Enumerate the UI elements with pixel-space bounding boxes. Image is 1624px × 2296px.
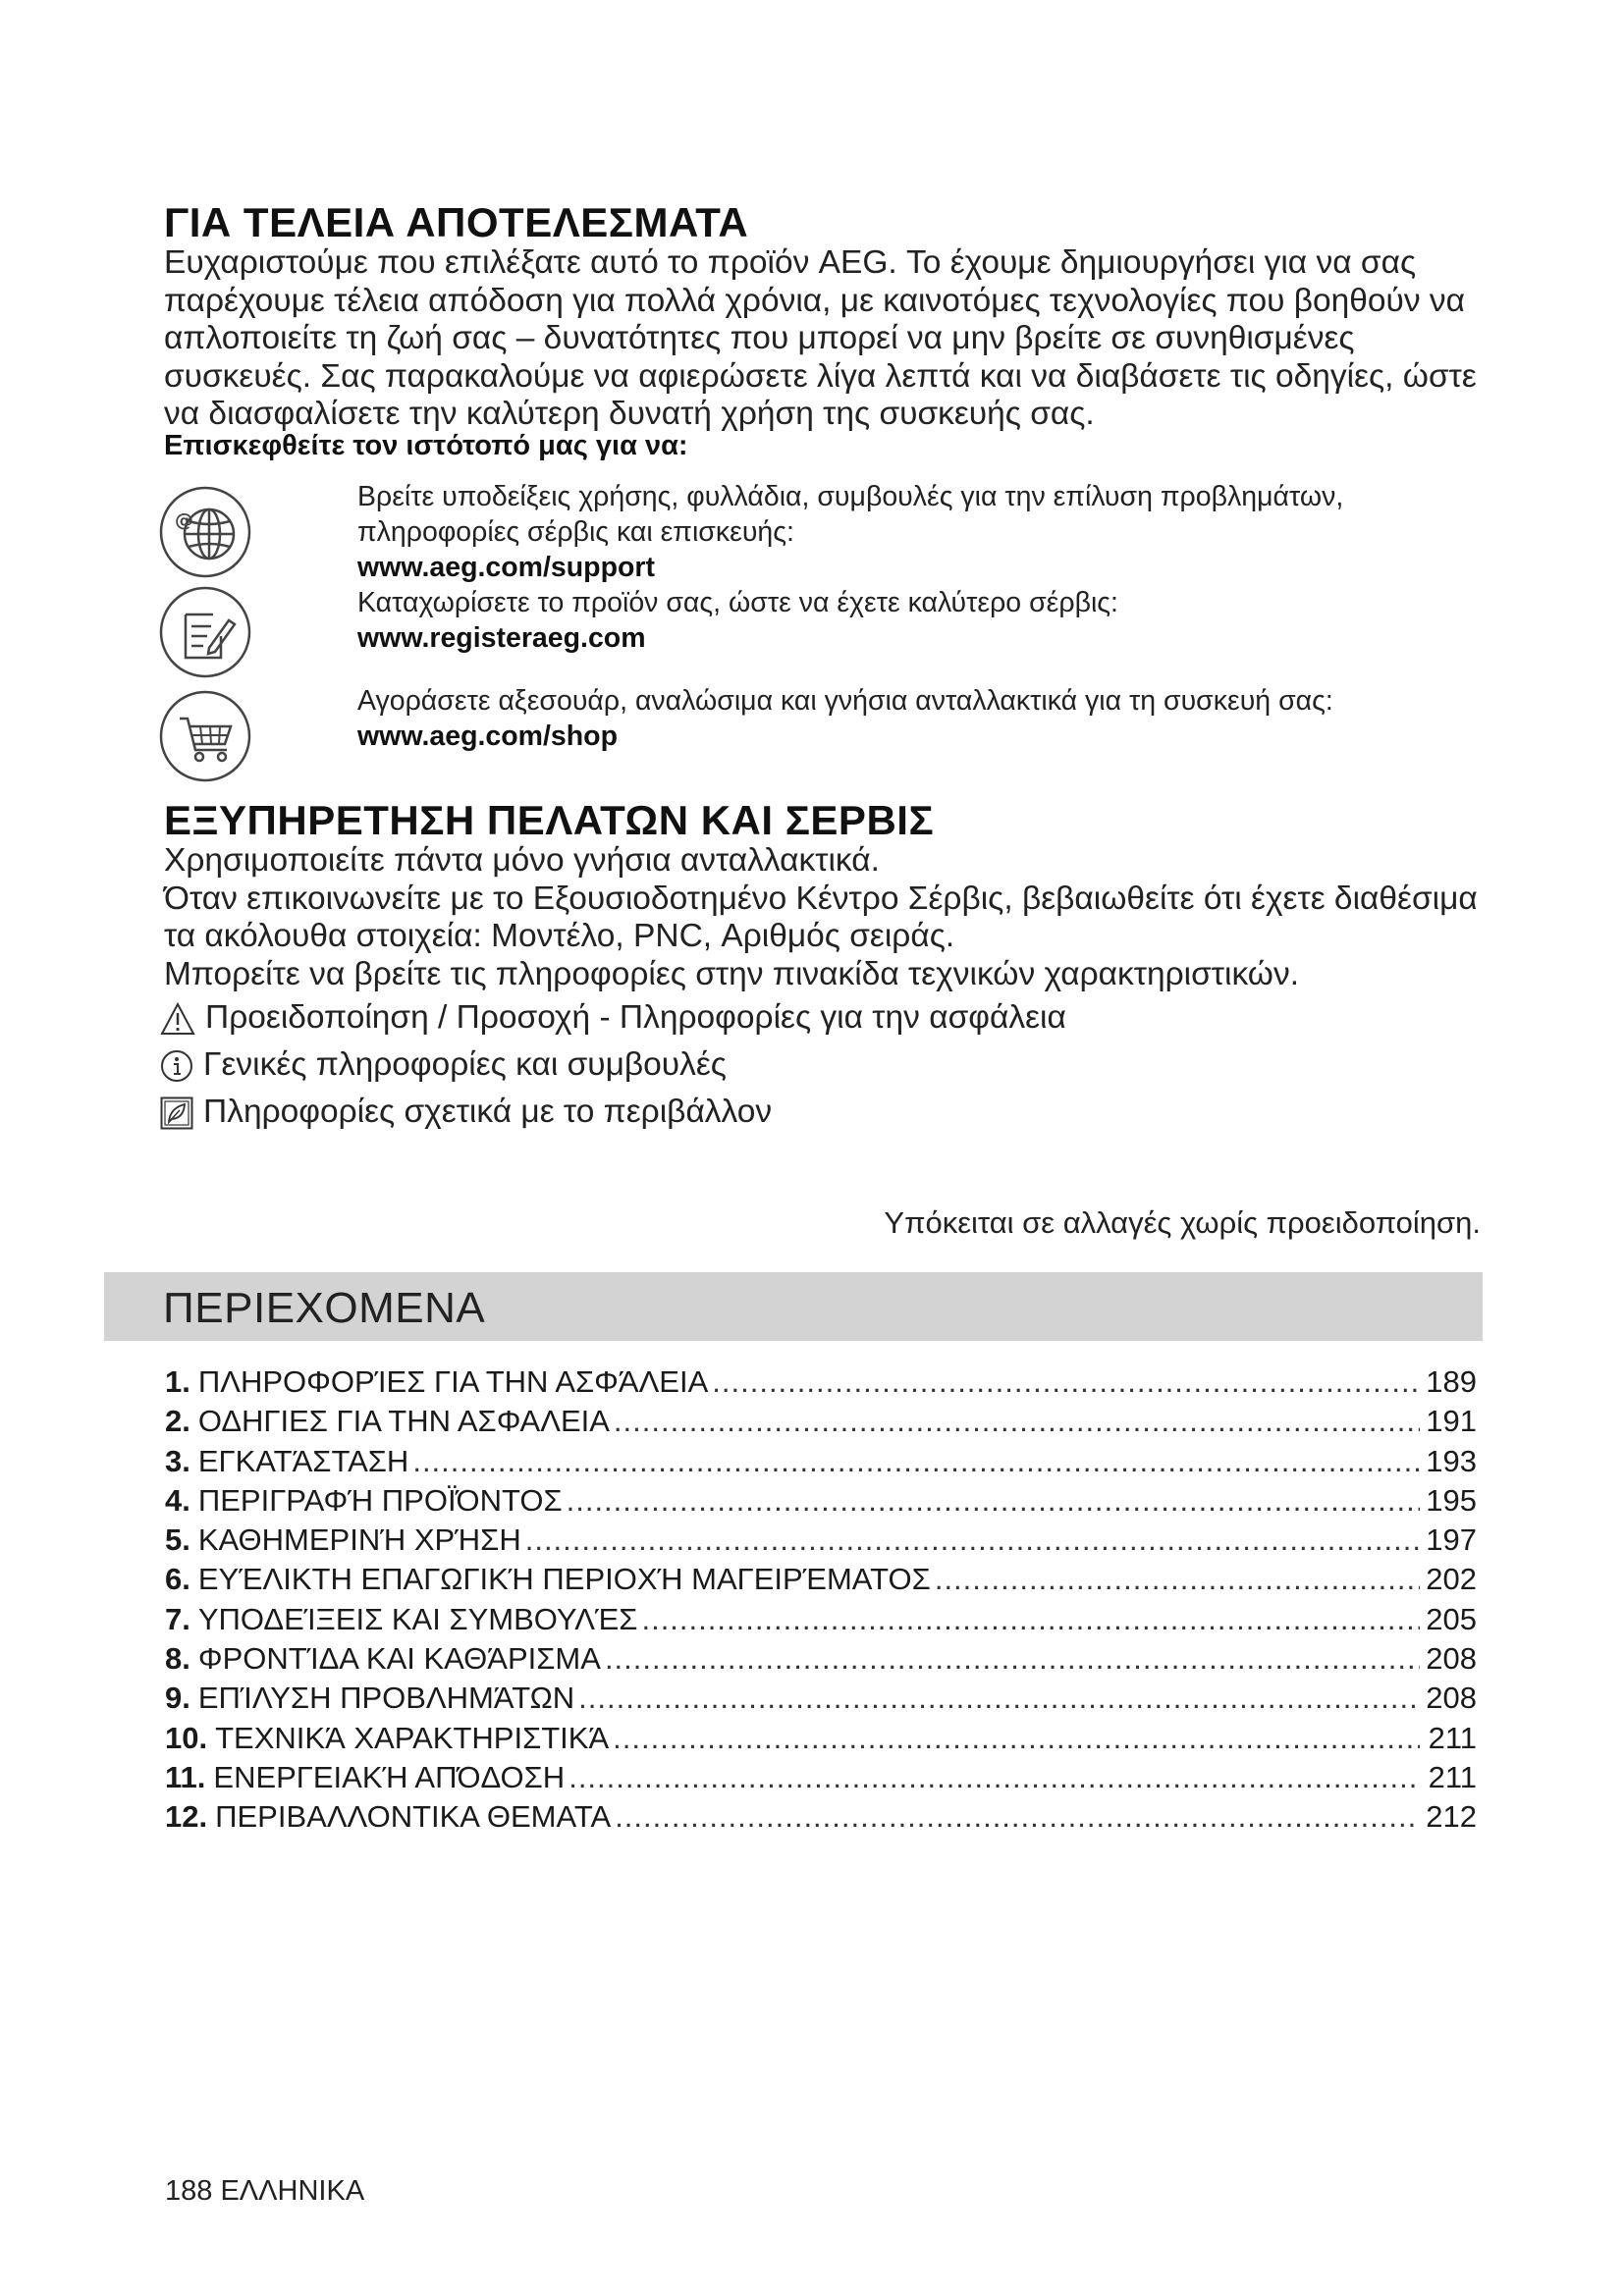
web-row-shop <box>158 683 1533 781</box>
toc-item-label: ΕΝΕΡΓΕΙΑΚΉ ΑΠΌΔΟΣΗ <box>213 1759 566 1794</box>
svg-text:@: @ <box>175 509 193 531</box>
toc-item[interactable] <box>165 1797 1477 1837</box>
table-of-contents <box>165 1362 1477 1838</box>
toc-item-number: 8. <box>165 1641 190 1677</box>
intro-line: παρέχουμε τέλεια απόδοση για πολλά χρόνια, με καινοτόμες τεχνολογίες που βοηθούν να <box>164 282 1466 319</box>
toc-item-number: 10. <box>165 1720 208 1755</box>
toc-item[interactable] <box>165 1362 1477 1402</box>
toc-item-page: 205 <box>1426 1601 1477 1636</box>
visit-label: Επισκεφθείτε τον ιστότοπό μας για να: <box>164 430 688 461</box>
info-icon <box>160 1049 193 1083</box>
toc-item[interactable] <box>165 1758 1477 1797</box>
toc-item-number: 4. <box>165 1482 190 1518</box>
service-line: τα ακόλουθα στοιχεία: Μοντέλο, PNC, Αριθμός σειράς. <box>164 918 955 954</box>
toc-leader-dots <box>712 1362 1420 1402</box>
toc-leader-dots <box>525 1521 1420 1560</box>
service-line: Μπορείτε να βρείτε τις πληροφορίες στην πινακίδα τεχνικών χαρακτηριστικών. <box>164 955 1300 992</box>
toc-item-label: ΥΠΟΔΕΊΞΕΙΣ ΚΑΙ ΣΥΜΒΟΥΛΈΣ <box>197 1601 638 1636</box>
toc-header-bar <box>104 1272 1483 1341</box>
symbol-label: Πληροφορίες σχετικά με το περιβάλλον <box>203 1094 773 1130</box>
toc-leader-dots <box>605 1639 1420 1679</box>
toc-item-number: 7. <box>165 1601 190 1636</box>
toc-leader-dots <box>641 1600 1420 1639</box>
toc-item-number: 3. <box>165 1443 190 1478</box>
register-link[interactable]: www.registeraeg.com <box>357 622 646 654</box>
page-footer: 188 ΕΛΛΗΝΙΚΑ <box>165 2175 365 2207</box>
toc-item[interactable] <box>165 1719 1477 1758</box>
toc-item-number: 6. <box>165 1562 190 1597</box>
toc-leader-dots <box>935 1560 1420 1599</box>
toc-item-page: 191 <box>1426 1404 1477 1439</box>
web-text-block <box>357 479 1343 585</box>
intro-line: συσκευές. Σας παρακαλούμε να αφιερώσετε λίγα λεπτά και να διαβάσετε τις οδηγίες, ώστε <box>164 357 1477 395</box>
toc-item-number: 12. <box>165 1799 208 1835</box>
toc-item-page: 197 <box>1426 1522 1477 1558</box>
toc-item-page: 193 <box>1426 1443 1477 1478</box>
symbol-label: Προειδοποίηση / Προσοχή - Πληροφορίες για την ασφάλεια <box>205 999 1066 1036</box>
service-paragraph <box>164 842 1478 993</box>
toc-item-number: 5. <box>165 1522 190 1558</box>
support-link[interactable]: www.aeg.com/support <box>357 552 655 583</box>
toc-item-page: 208 <box>1426 1641 1477 1677</box>
toc-item-page: 202 <box>1426 1562 1477 1597</box>
toc-item-number: 11. <box>165 1759 206 1794</box>
leaf-icon <box>160 1096 193 1130</box>
service-heading: ΕΞΥΠΗΡΕΤΗΣΗ ΠΕΛΑΤΩΝ ΚΑΙ ΣΕΡΒΙΣ <box>164 797 935 843</box>
toc-item-number: 1. <box>165 1364 190 1399</box>
toc-item-page: 189 <box>1426 1364 1477 1399</box>
symbol-row-info <box>160 1046 727 1084</box>
intro-paragraph <box>164 244 1477 434</box>
web-desc-line: πληροφορίες σέρβις και επισκευής: <box>357 516 794 548</box>
toc-item-page: 211 <box>1428 1720 1477 1755</box>
toc-item-page: 195 <box>1426 1482 1477 1518</box>
toc-leader-dots <box>412 1442 1420 1481</box>
toc-item-label: ΦΡΟΝΤΊΔΑ ΚΑΙ ΚΑΘΆΡΙΣΜΑ <box>197 1641 601 1677</box>
symbol-row-warning <box>160 999 1066 1037</box>
toc-title: ΠΕΡΙΕΧΟΜΕΝΑ <box>163 1284 486 1332</box>
symbol-row-environment <box>160 1094 772 1131</box>
toc-item[interactable] <box>165 1442 1477 1481</box>
web-text-block <box>357 683 1333 754</box>
toc-item-label: ΚΑΘΗΜΕΡΙΝΉ ΧΡΉΣΗ <box>197 1522 521 1558</box>
service-line: Χρησιμοποιείτε πάντα μόνο γνήσια ανταλλακτικά. <box>164 842 880 879</box>
warning-icon <box>160 1002 195 1036</box>
toc-item[interactable] <box>165 1521 1477 1560</box>
toc-item-page: 208 <box>1426 1681 1477 1716</box>
web-row-register <box>158 585 1533 683</box>
globe-icon <box>158 485 252 579</box>
web-text-block <box>357 585 1118 656</box>
intro-line: απλοποιείτε τη ζωή σας – δυνατότητες που μπορεί να μην βρείτε σε συνηθισμένες <box>164 320 1355 356</box>
toc-item-label: ΠΕΡΙΒΑΛΛΟΝΤΙΚΑ ΘΕΜΑΤΑ <box>215 1799 612 1835</box>
change-notice: Υπόκειται σε αλλαγές χωρίς προειδοποίηση. <box>884 1205 1481 1240</box>
toc-item[interactable] <box>165 1402 1477 1441</box>
intro-line: Ευχαριστούμε που επιλέξατε αυτό το προϊόν AEG. Το έχουμε δημιουργήσει για να σας <box>164 244 1417 281</box>
toc-item-label: ΠΛΗΡΟΦΟΡΊΕΣ ΓΙΑ ΤΗΝ ΑΣΦΆΛΕΙΑ <box>197 1364 709 1399</box>
toc-item-label: ΕΠΊΛΥΣΗ ΠΡΟΒΛΗΜΆΤΩΝ <box>197 1681 575 1716</box>
toc-item[interactable] <box>165 1481 1477 1521</box>
toc-item[interactable] <box>165 1639 1477 1679</box>
toc-item-number: 9. <box>165 1681 190 1716</box>
shopping-cart-icon <box>158 689 252 783</box>
toc-leader-dots <box>578 1679 1420 1718</box>
web-desc-line: Καταχωρίσετε το προϊόν σας, ώστε να έχετε καλύτερο σέρβις: <box>357 587 1118 618</box>
toc-leader-dots <box>615 1797 1420 1837</box>
web-row-support <box>158 479 1533 587</box>
toc-leader-dots <box>568 1758 1420 1797</box>
toc-item[interactable] <box>165 1679 1477 1718</box>
toc-item[interactable] <box>165 1560 1477 1599</box>
toc-item-number: 2. <box>165 1404 190 1439</box>
web-desc-line: Αγοράσετε αξεσουάρ, αναλώσιμα και γνήσια ανταλλακτικά για τη συσκευή σας: <box>357 685 1333 717</box>
intro-heading: ΓΙΑ ΤΕΛΕΙΑ ΑΠΟΤΕΛΕΣΜΑΤΑ <box>164 199 749 245</box>
toc-item-label: ΕΥΈΛΙΚΤΗ ΕΠΑΓΩΓΙΚΉ ΠΕΡΙΟΧΉ ΜΑΓΕΙΡΈΜΑΤΟΣ <box>197 1562 931 1597</box>
intro-line: να διασφαλίσετε την καλύτερη δυνατή χρήση της συσκευής σας. <box>164 396 1095 432</box>
shop-link[interactable]: www.aeg.com/shop <box>357 721 618 752</box>
toc-leader-dots <box>613 1719 1420 1758</box>
toc-item[interactable] <box>165 1600 1477 1639</box>
toc-item-page: 211 <box>1428 1759 1477 1794</box>
symbol-label: Γενικές πληροφορίες και συμβουλές <box>203 1046 727 1083</box>
toc-item-label: ΤΕΧΝΙΚΆ ΧΑΡΑΚΤΗΡΙΣΤΙΚΆ <box>215 1720 610 1755</box>
toc-leader-dots <box>567 1481 1420 1521</box>
toc-item-label: ΠΕΡΙΓΡΑΦΉ ΠΡΟΪΌΝΤΟΣ <box>197 1482 563 1518</box>
web-desc-line: Βρείτε υποδείξεις χρήσης, φυλλάδια, συμβουλές για την επίλυση προβλημάτων, <box>357 481 1344 512</box>
toc-item-label: ΟΔΗΓΙΕΣ ΓΙΑ ΤΗΝ ΑΣΦΑΛΕΙΑ <box>197 1404 610 1439</box>
service-line: Όταν επικοινωνείτε με το Εξουσιοδοτημένο Κέντρο Σέρβις, βεβαιωθείτε ότι έχετε διαθέσιμα <box>164 880 1478 917</box>
toc-leader-dots <box>614 1402 1420 1441</box>
toc-item-page: 212 <box>1426 1799 1477 1835</box>
register-icon <box>158 585 252 679</box>
toc-item-label: ΕΓΚΑΤΆΣΤΑΣΗ <box>197 1443 409 1478</box>
